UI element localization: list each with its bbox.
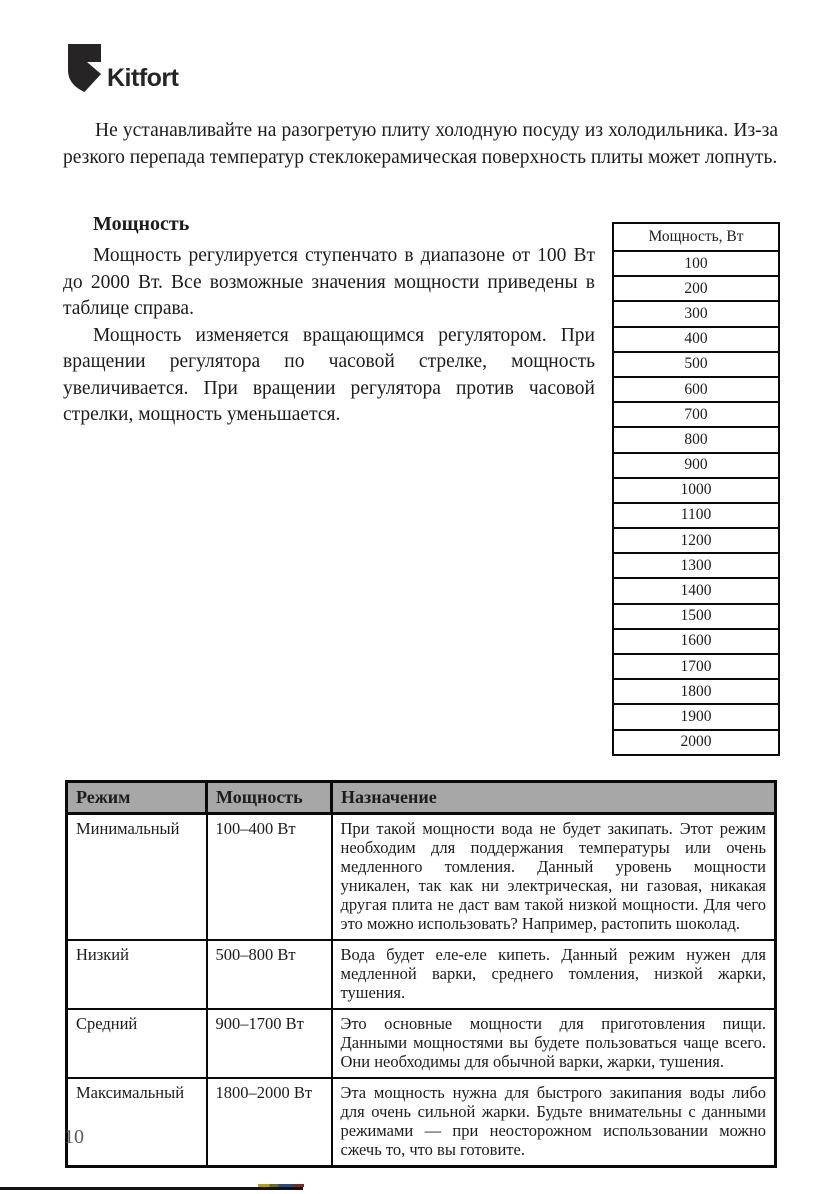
print-crop-mark-line	[0, 1187, 303, 1190]
page-number: 10	[64, 1126, 84, 1148]
table-row	[613, 276, 779, 301]
power-value-cell: 1000	[613, 478, 779, 503]
table-row	[613, 704, 779, 729]
power-value-cell: 1700	[613, 654, 779, 679]
table-row	[613, 377, 779, 402]
table-row	[67, 814, 776, 941]
purpose-cell: Эта мощность нужна для быстрого закипания воды либо для очень сильной жарки. Будьте внимательны с данными режимами — при неосторожном использовании можно сжечь то, что вы готовите.	[332, 1078, 776, 1167]
table-row	[613, 402, 779, 427]
power-value-cell: 100	[613, 251, 779, 276]
table-row	[613, 301, 779, 326]
table-row	[613, 453, 779, 478]
table-row	[613, 679, 779, 704]
power-range-cell: 1800–2000 Вт	[207, 1078, 332, 1167]
purpose-cell: Вода будет еле-еле кипеть. Данный режим нужен для медленной варки, среднего томления, низкой жарки, тушения.	[332, 940, 776, 1009]
power-value-cell: 400	[613, 327, 779, 352]
column-header-purpose: Назначение	[332, 782, 776, 814]
column-header-power: Мощность	[207, 782, 332, 814]
power-value-cell: 200	[613, 276, 779, 301]
power-value-cell: 1100	[613, 503, 779, 528]
table-row	[613, 654, 779, 679]
table-header-row	[67, 782, 776, 814]
table-row	[67, 1078, 776, 1167]
table-row	[67, 940, 776, 1009]
power-value-cell: 1200	[613, 528, 779, 553]
mode-cell: Низкий	[67, 940, 207, 1009]
mode-cell: Средний	[67, 1009, 207, 1078]
power-value-cell: 1800	[613, 679, 779, 704]
power-range-cell: 900–1700 Вт	[207, 1009, 332, 1078]
power-range-cell: 500–800 Вт	[207, 940, 332, 1009]
table-row	[613, 528, 779, 553]
table-row	[613, 578, 779, 603]
section-paragraph-2: Мощность изменяется вращающимся регулятором. При вращении регулятора по часовой стрелке, мощность увеличивается. При вращении регулятора против часовой стрелки, мощность уменьшается.	[63, 324, 595, 425]
power-section	[63, 212, 595, 429]
power-value-cell: 300	[613, 301, 779, 326]
power-value-cell: 1500	[613, 604, 779, 629]
table-row	[613, 352, 779, 377]
power-value-cell: 1400	[613, 578, 779, 603]
column-header-mode: Режим	[67, 782, 207, 814]
power-values-table	[612, 222, 780, 756]
table-row	[613, 327, 779, 352]
table-row	[613, 553, 779, 578]
power-value-cell: 1900	[613, 704, 779, 729]
intro-paragraph: Не устанавливайте на разогретую плиту холодную посуду из холодильника. Из-за резкого перепада температур стеклокерамическая поверхность плиты может лопнуть.	[63, 120, 778, 168]
power-value-cell: 700	[613, 402, 779, 427]
table-row	[613, 427, 779, 452]
power-value-cell: 500	[613, 352, 779, 377]
modes-table	[65, 780, 777, 1168]
power-value-cell: 1600	[613, 629, 779, 654]
mode-cell: Максимальный	[67, 1078, 207, 1167]
table-row	[613, 629, 779, 654]
mode-cell: Минимальный	[67, 814, 207, 941]
kitfort-logo	[68, 44, 178, 92]
table-row	[613, 478, 779, 503]
section-paragraph-1: Мощность регулируется ступенчато в диапазоне от 100 Вт до 2000 Вт. Все возможные значения мощности приведены в таблице справа.	[63, 245, 595, 319]
purpose-cell: При такой мощности вода не будет закипать. Этот режим необходим для поддержания температуры или очень медленного томления. Данный уровень мощности уникален, так как ни электрическая, ни газовая, никакая другая плита не даст вам такой низкой мощности. Для чего это можно использовать? Например, растопить шоколад.	[332, 814, 776, 941]
table-row	[613, 604, 779, 629]
table-row	[67, 1009, 776, 1078]
power-value-cell: 1300	[613, 553, 779, 578]
purpose-cell: Это основные мощности для приготовления пищи. Данными мощностями вы будете пользоваться чаще всего. Они необходимы для обычной варки, жарки, тушения.	[332, 1009, 776, 1078]
power-value-cell: 2000	[613, 730, 779, 755]
brand-name: Kitfort	[107, 64, 179, 92]
power-value-cell: 800	[613, 427, 779, 452]
table-row	[613, 730, 779, 755]
section-title: Мощность	[93, 213, 190, 235]
power-range-cell: 100–400 Вт	[207, 814, 332, 941]
power-value-cell: 600	[613, 377, 779, 402]
table-row	[613, 251, 779, 276]
table-row	[613, 503, 779, 528]
power-table-header: Мощность, Вт	[613, 223, 779, 251]
power-value-cell: 900	[613, 453, 779, 478]
table-header-row	[613, 223, 779, 251]
kitfort-logo-mark-icon	[68, 44, 101, 92]
